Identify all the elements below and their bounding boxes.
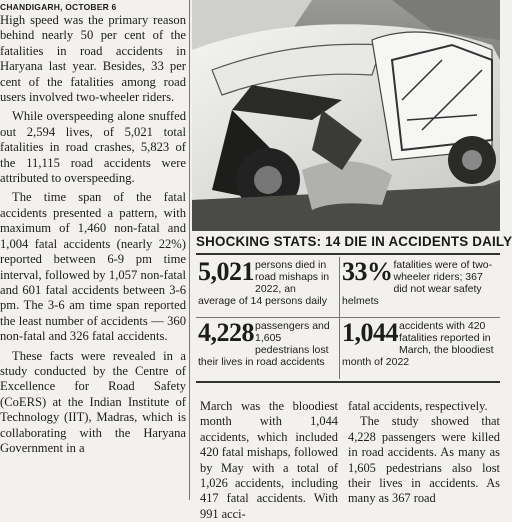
article-paragraph: fatal accidents, respectively.: [348, 399, 488, 413]
stat-item: [198, 320, 336, 378]
stat-item: [342, 320, 499, 378]
article-paragraph: High speed was the primary reason behind nearly 50 per cent of the fatalities in road accidents in Haryana last year. Besides, 33 per cent of the fatalities among road users involved two-wheeler riders.: [0, 13, 186, 105]
dateline: CHANDIGARH, OCTOBER 6: [0, 2, 117, 12]
stats-divider: [339, 257, 340, 379]
article-paragraph: The time span of the fatal accidents presented a pattern, with maximum of 1,460 non-fatal and 1,004 fatal accidents (nearly 22%) reported between 6-9 pm time interval, followed by 1,057 non-fatal and 601 fatal accidents between 3-6 pm. The 3-6 am time span reported the least number of accidents — 360 non-fatal and 326 fatal accidents.: [0, 190, 186, 344]
article-left-column: [0, 0, 186, 500]
article-paragraph: While overspeeding alone snuffed out 2,594 lives, of 5,021 total fatalities in road crashes, 5,823 of the 11,115 road accidents were attributed to overspeeding.: [0, 109, 186, 186]
article-right-column: [348, 399, 500, 506]
stat-number: 1,044: [342, 318, 398, 347]
stat-text: passengers and 1,605 pedestrians lost their lives in road accidents: [198, 320, 330, 368]
infobox-title: SHOCKING STATS: 14 DIE IN ACCIDENTS DAILY: [196, 234, 512, 249]
article-paragraph: The study showed that 4,228 passengers were killed in road accidents. As many as 1,605 pedestrians also lost their lives in accidents. As many as 367 road: [348, 414, 500, 506]
stat-text: fatalities were of two-wheeler riders; 367 did not wear safety helmets: [342, 259, 493, 307]
stat-number: 4,228: [198, 318, 254, 347]
wrecked-car-image: [192, 0, 500, 231]
article-paragraph: March was the bloodiest month with 1,044 accidents, which included 420 fatal mishaps, followed by May with a total of 1,026 accidents, including 417 fatal accidents. With 991 acci-: [200, 399, 338, 521]
column-divider: [189, 0, 190, 500]
stat-number: 33%: [342, 257, 393, 286]
infobox-header: [196, 231, 512, 255]
article-paragraph: These facts were revealed in a study conducted by the Centre of Excellence for Road Safety (CoERS) at the Indian Institute of Technology (IIT), Madras, which is collaborating with the Haryana Government in a: [0, 348, 186, 455]
stat-text: persons died in road mishaps in 2022, an average of 14 persons daily: [198, 259, 330, 307]
stat-text: accidents with 420 fatalities reported in March, the bloodiest month of 2022: [342, 320, 494, 368]
stat-item: [342, 259, 499, 315]
stat-number: 5,021: [198, 257, 254, 286]
stat-item: [198, 259, 336, 315]
infobox-bottom-rule: [196, 381, 500, 383]
stats-divider: [196, 317, 500, 318]
article-middle-column: [200, 399, 338, 521]
accident-photo: [192, 0, 500, 231]
